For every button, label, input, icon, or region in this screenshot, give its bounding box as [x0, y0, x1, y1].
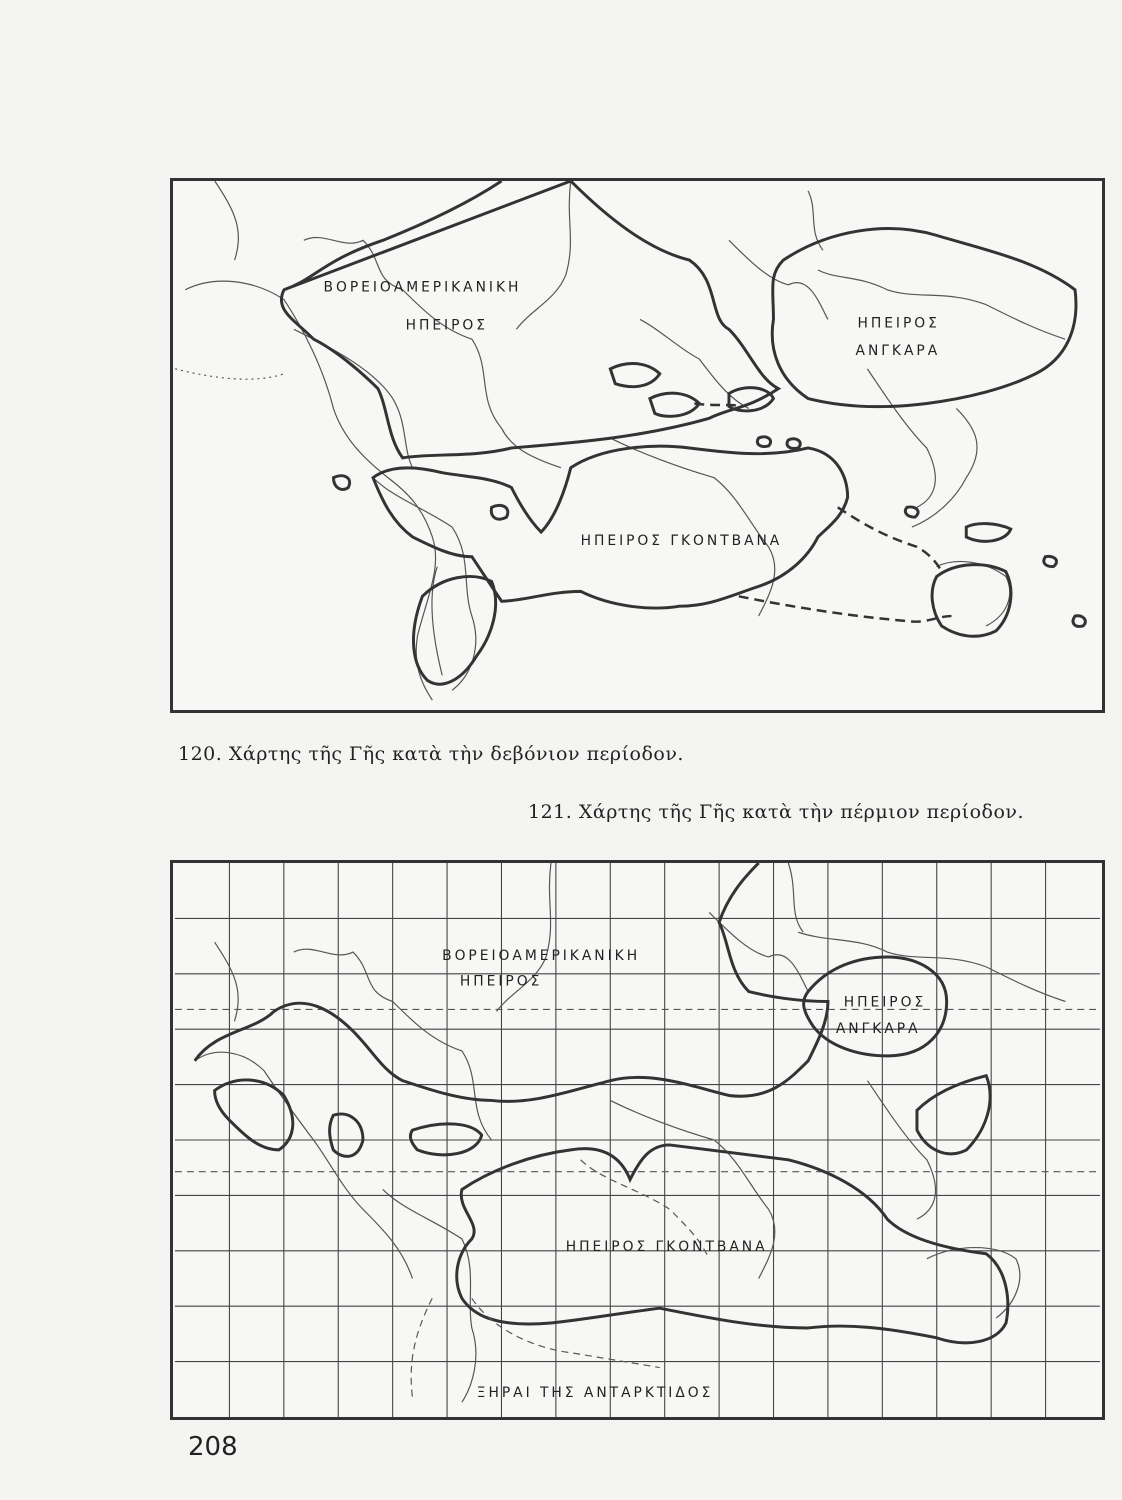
devonian-dashed-boundary-2	[838, 507, 942, 571]
map2-label-angara-2: ΑΝΓΚΑΡΑ	[835, 1021, 921, 1038]
map1-label-north-america-1: ΒΟΡΕΙΟΑΜΕΡΙΚΑΝΙΚΗ	[323, 279, 522, 296]
devonian-dashed-boundary-1	[694, 403, 743, 406]
map1-label-north-america-2: ΗΠΕΙΡΟΣ	[405, 317, 488, 334]
map2-label-angara-1: ΗΠΕΙΡΟΣ	[843, 994, 927, 1011]
permian-map-caption: 121. Χάρτης τῆς Γῆς κατὰ τὴν πέρμιον περίοδον.	[528, 801, 1025, 823]
permian-map-drawing	[173, 863, 1102, 1417]
map2-label-north-america-2: ΗΠΕΙΡΟΣ	[459, 973, 543, 990]
devonian-map-drawing	[173, 181, 1102, 710]
map1-label-gondwana: ΗΠΕΙΡΟΣ ΓΚΟΝΤΒΑΝΑ	[580, 532, 783, 549]
devonian-map-caption: 120. Χάρτης τῆς Γῆς κατὰ τὴν δεβόνιον περίοδον.	[178, 743, 684, 765]
map2-label-antarctic: ΞΗΡΑΙ ΤΗΣ ΑΝΤΑΡΚΤΙΔΟΣ	[476, 1385, 714, 1402]
map1-label-angara-2: ΑΝΓΚΑΡΑ	[855, 343, 941, 360]
devonian-dashed-boundary-3	[739, 596, 952, 621]
permian-map	[170, 860, 1105, 1420]
devonian-continents	[281, 181, 1085, 684]
permian-continents	[195, 863, 1008, 1397]
map2-label-north-america-1: ΒΟΡΕΙΟΑΜΕΡΙΚΑΝΙΚΗ	[442, 947, 641, 964]
devonian-map	[170, 178, 1105, 713]
gondwana-continent	[373, 446, 848, 608]
map1-label-angara-1: ΗΠΕΙΡΟΣ	[857, 315, 940, 332]
australia-continent	[932, 565, 1011, 637]
modern-coastlines	[175, 181, 1065, 700]
page-number: 208	[188, 1432, 238, 1462]
south-africa-continent	[413, 577, 495, 685]
modern-coastlines	[195, 863, 1066, 1402]
map2-label-gondwana: ΗΠΕΙΡΟΣ ΓΚΟΝΤΒΑΝΑ	[565, 1238, 768, 1255]
north-america-continent	[281, 181, 778, 458]
